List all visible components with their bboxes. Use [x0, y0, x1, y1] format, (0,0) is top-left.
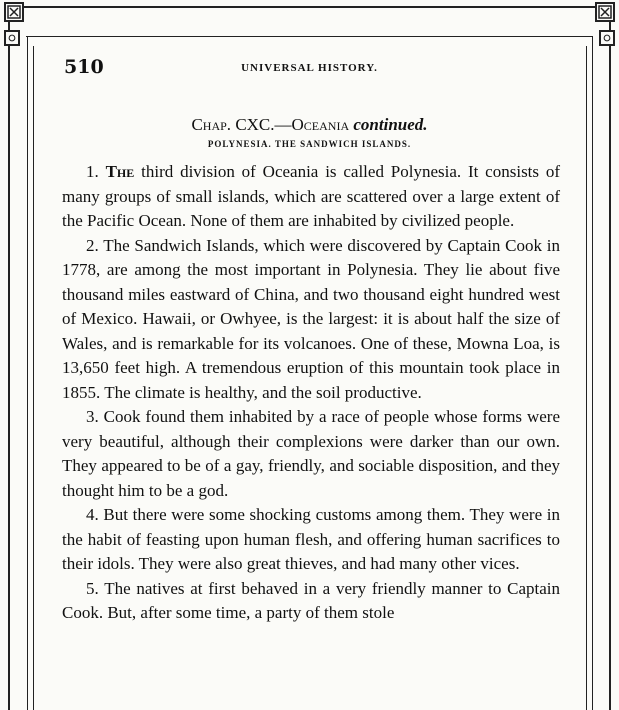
section-subtitle: POLYNESIA. THE SANDWICH ISLANDS. [207, 139, 412, 149]
frame-left-outer [8, 6, 10, 710]
corner-ornament-right-lower-icon [599, 30, 615, 46]
frame-top-inner [26, 36, 593, 37]
chapter-region: Oceania [291, 115, 350, 134]
paragraph-number: 1. [86, 162, 99, 181]
frame-right-outer [609, 6, 611, 710]
chapter-continued: continued. [353, 115, 428, 134]
corner-ornament-left-lower-icon [4, 30, 20, 46]
lead-word: The [105, 162, 135, 181]
paragraph-text: third division of Oceania is called Polynesia. It consists of many groups of small islands, which are scattered over a large extent of the Pacific Ocean. None of them are inhabited by civilized people. [62, 162, 561, 230]
paragraph-text: But there were some shocking customs among them. They were in the habit of feasting upon human flesh, and offering human sacrifices to their idols. They were also great thieves, and had many other vices. [62, 505, 560, 573]
paragraph-4 [62, 503, 560, 577]
paragraph-5 [62, 577, 560, 626]
body-text [62, 160, 560, 626]
frame-right-inner [592, 36, 593, 710]
frame-top-outer [8, 6, 611, 8]
paragraph-number: 5. [86, 578, 99, 598]
paragraph-number: 4. [86, 505, 99, 524]
corner-ornament-right-icon [595, 2, 615, 22]
paragraph-1 [62, 160, 560, 234]
corner-ornament-left-icon [4, 2, 24, 22]
chapter-prefix: Chap. [191, 115, 232, 134]
paragraph-number: 2. [86, 235, 99, 255]
chapter-title [0, 115, 619, 135]
frame-left-inner [27, 36, 28, 710]
paragraph-text: Cook found them inhabited by a race of people whose forms were very beautiful, although their complexions were darker than our own. They appeared to be of a gay, friendly, and sociable disposition, and they thought him to be a god. [62, 407, 560, 500]
chapter-number: CXC.— [235, 115, 292, 134]
paragraph-3 [62, 405, 560, 503]
paragraph-number: 3. [86, 407, 99, 426]
paragraph-text: The Sandwich Islands, which were discovered by Captain Cook in 1778, are among the most important in Polynesia. They lie about five thousand miles eastward of China, and two thousand eight hundred west of Mexico. Hawaii, or Owhyee, is the largest: it is about half the size of Wales, and is remarkable for its volcanoes. One of these, Mowna Loa, is 13,650 feet high. A tremendous eruption of this mountain took place in 1855. The climate is healthy, and the soil productive. [62, 235, 560, 402]
paragraph-text: The natives at first behaved in a very friendly manner to Captain Cook. But, after some time, a party of them stole [62, 578, 560, 622]
running-head: UNIVERSAL HISTORY. [241, 62, 378, 74]
paragraph-2 [62, 234, 560, 406]
page-number: 510 [64, 56, 104, 78]
